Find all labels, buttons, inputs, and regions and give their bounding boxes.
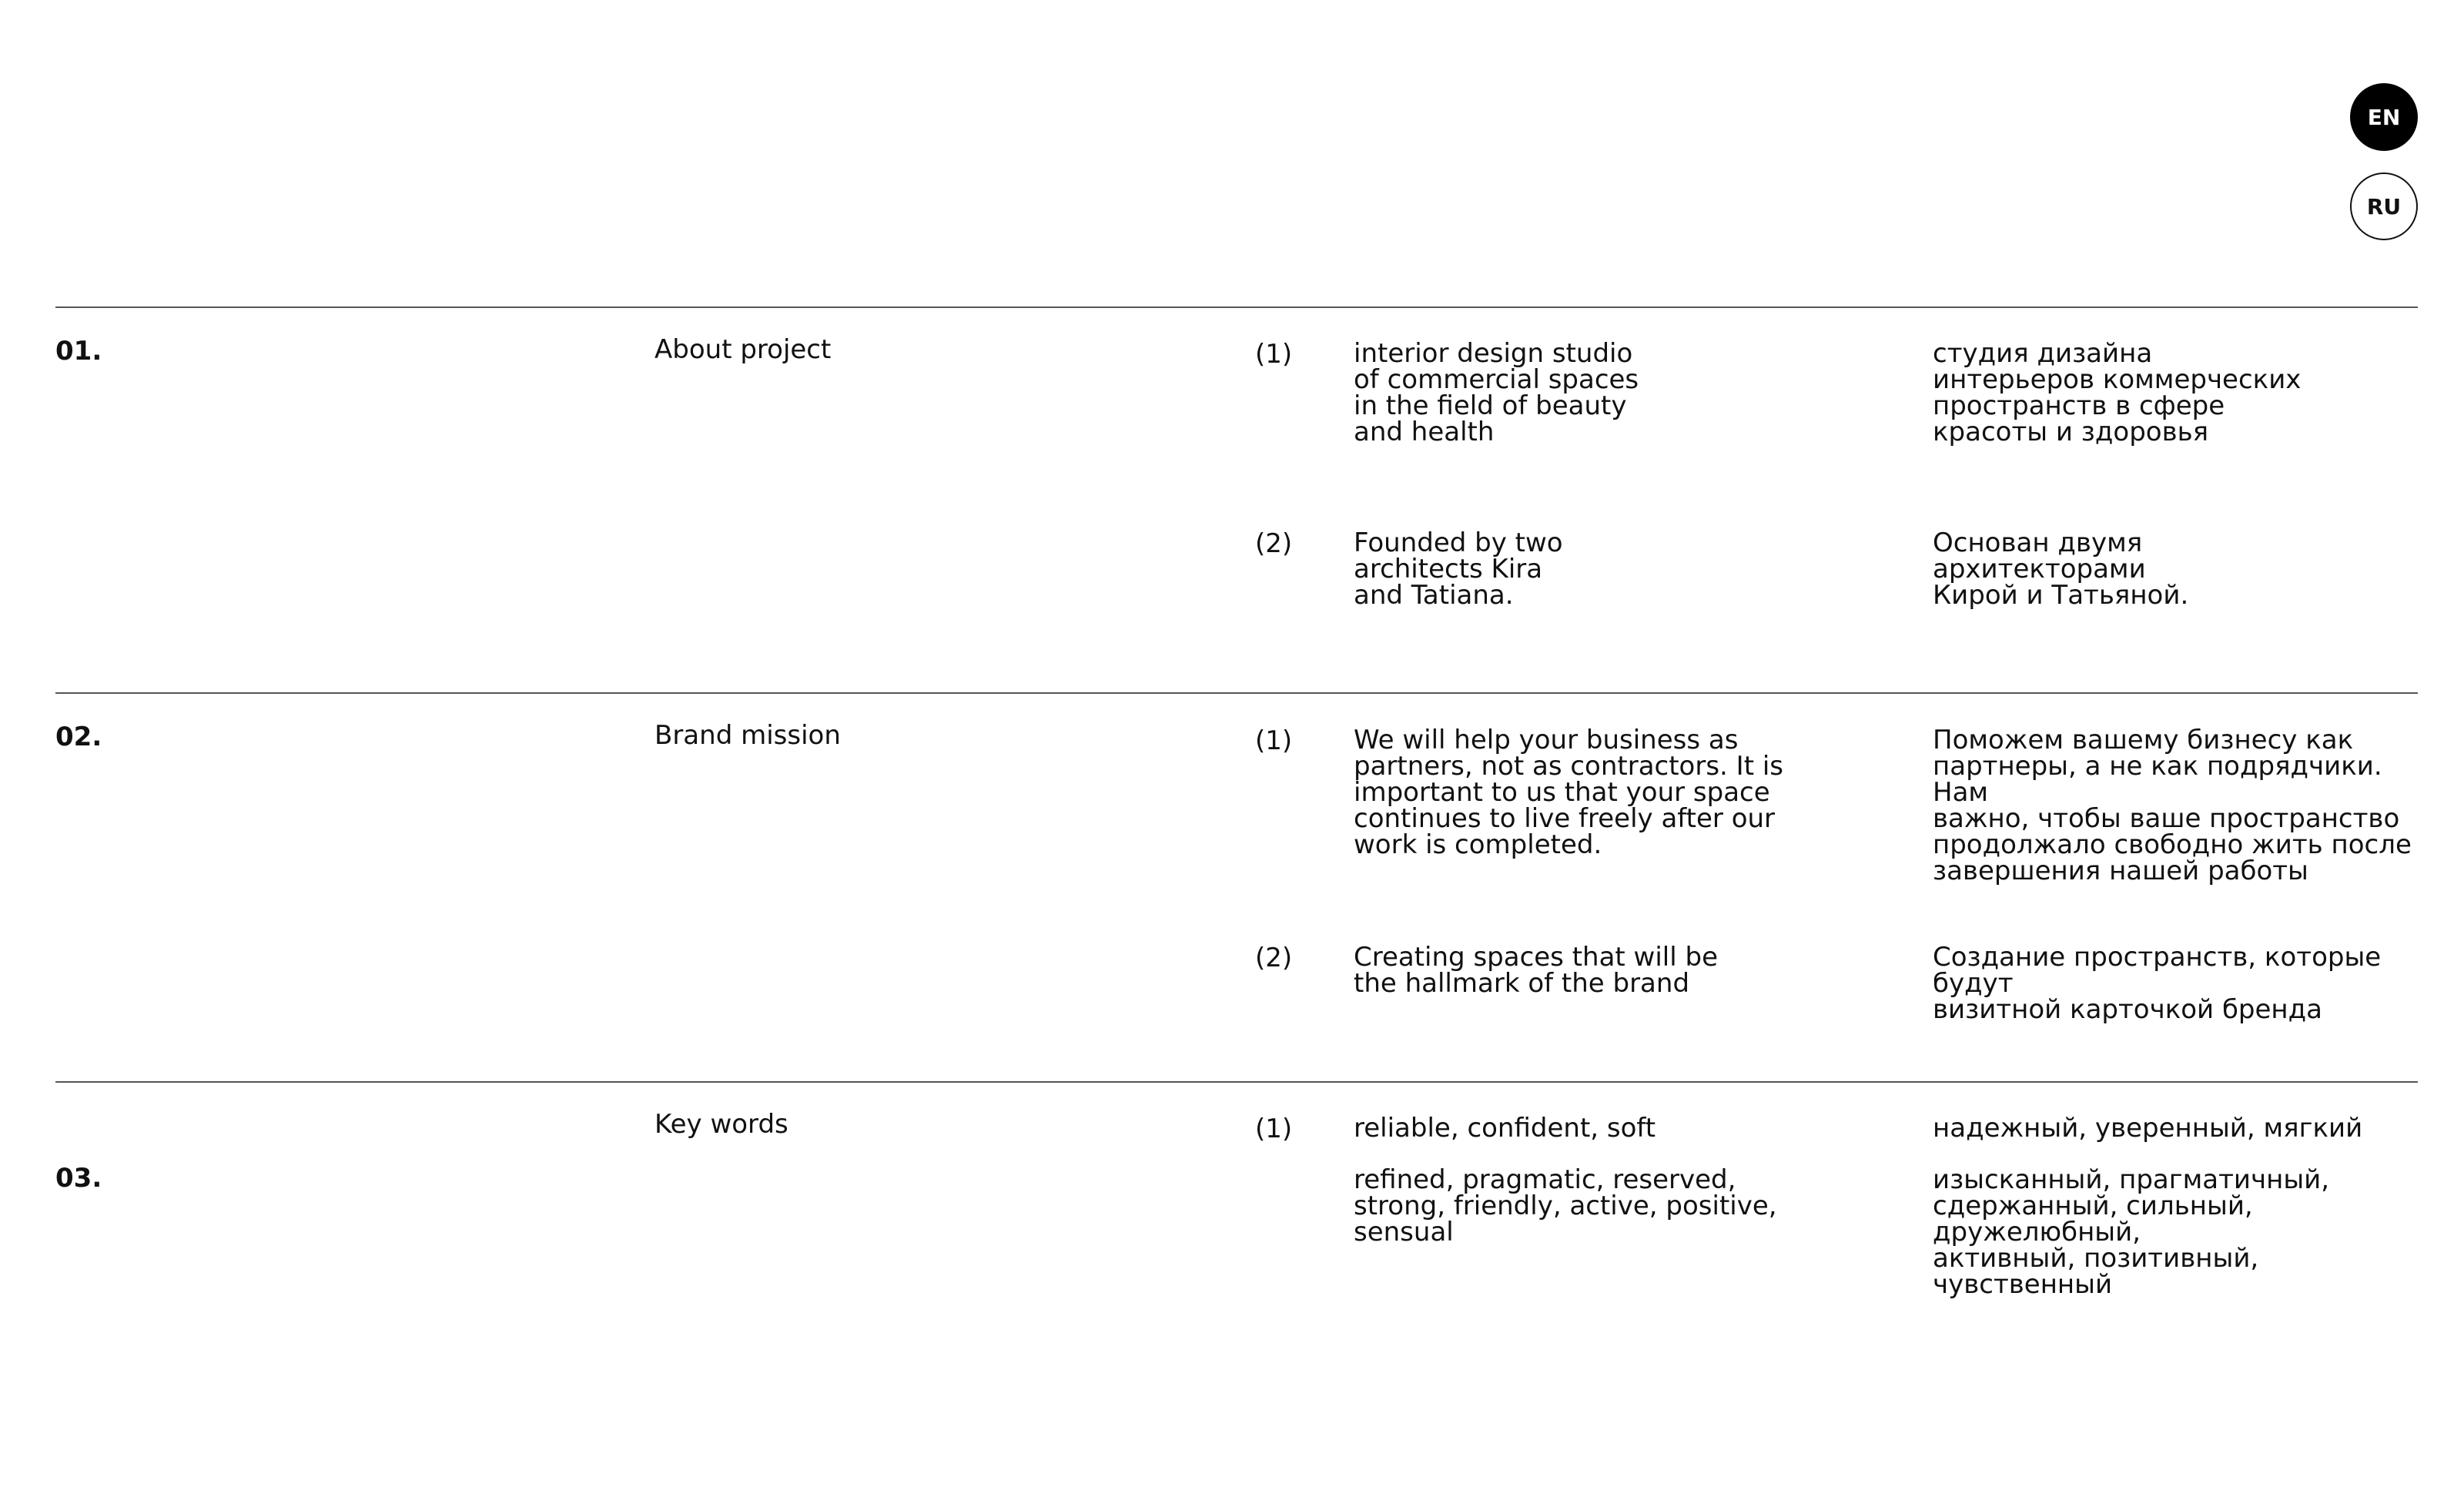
item-index: (1) <box>1255 725 1293 756</box>
item-text-en: reliable, confident, soft <box>1354 1113 1656 1144</box>
item-text-ru: Поможем вашему бизнесу как партнеры, а не как подрядчики. Нам важно, чтобы ваше пространство продолжало свободно жить после завершения нашей работы <box>1933 725 2412 886</box>
section-number: 03. <box>55 1163 102 1194</box>
section-number: 01. <box>55 336 102 367</box>
item-index: (2) <box>1255 943 1293 973</box>
section-divider <box>55 692 2418 694</box>
item-index: (1) <box>1255 1114 1293 1144</box>
lang-ru-button[interactable]: RU <box>2350 172 2418 240</box>
item-text-ru: Создание пространств, которые будут визитной карточкой бренда <box>1933 942 2382 1025</box>
item-text-en: Founded by two architects Kira and Tatiana. <box>1354 527 1563 611</box>
item-index: (1) <box>1255 339 1293 370</box>
item-text-en: interior design studio of commercial spaces in the field of beauty and health <box>1354 338 1639 447</box>
item-text-en: refined, pragmatic, reserved, strong, friendly, active, positive, sensual <box>1354 1164 1777 1248</box>
item-text-ru: студия дизайна интерьеров коммерческих пространств в сфере красоты и здоровья <box>1933 338 2302 447</box>
section-divider <box>55 1081 2418 1083</box>
section-title: Brand mission <box>654 720 841 751</box>
item-text-en: Creating spaces that will be the hallmark of the brand <box>1354 942 1719 999</box>
item-index: (2) <box>1255 528 1293 559</box>
item-text-ru: Основан двумя архитекторами Кирой и Татьяной. <box>1933 527 2189 611</box>
section-title: About project <box>654 334 832 365</box>
item-text-ru: надежный, уверенный, мягкий <box>1933 1113 2363 1144</box>
section-title: Key words <box>654 1109 788 1140</box>
item-text-ru: изысканный, прагматичный, сдержанный, сильный, дружелюбный, активный, позитивный, чувственный <box>1933 1164 2330 1300</box>
item-text-en: We will help your business as partners, not as contractors. It is important to us that your space continues to live freely after our work is completed. <box>1354 725 1783 860</box>
lang-en-button[interactable]: EN <box>2350 83 2418 151</box>
section-divider <box>55 306 2418 308</box>
section-number: 02. <box>55 722 102 752</box>
